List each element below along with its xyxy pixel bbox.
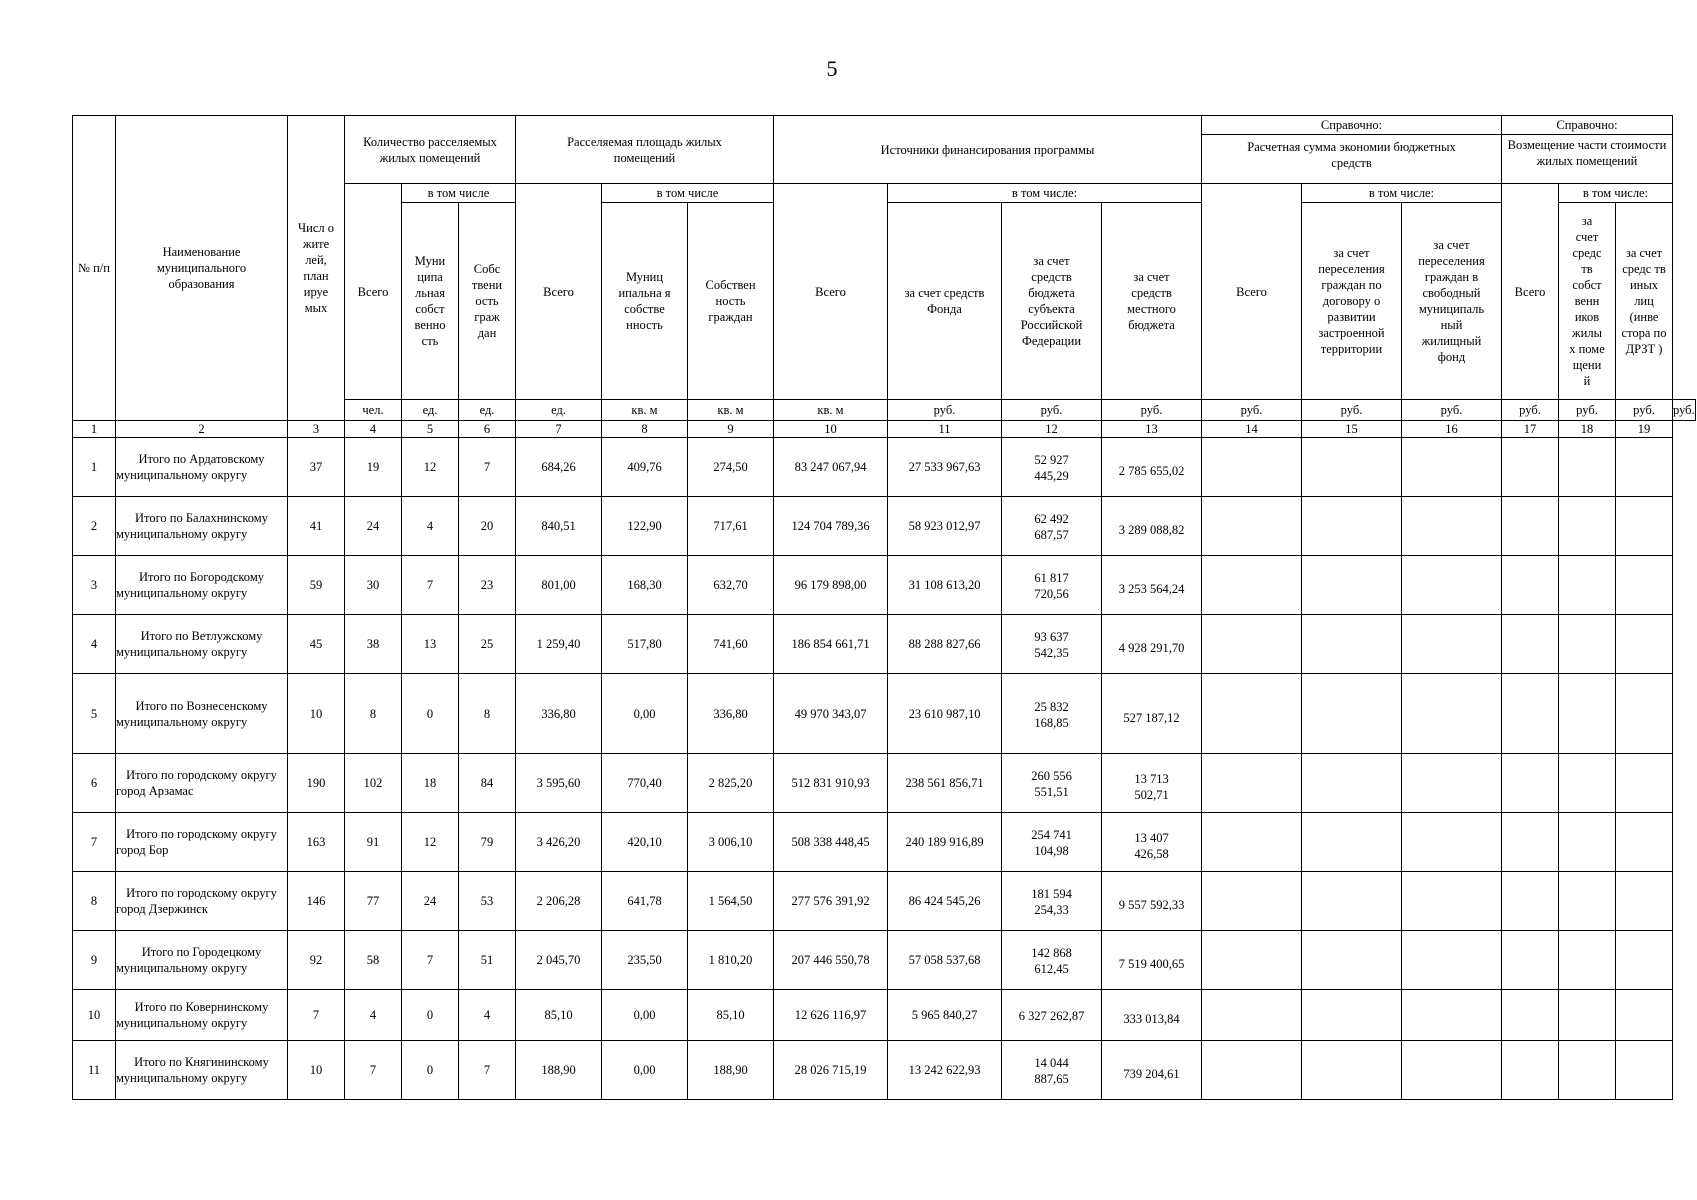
- fund-subject-cell: 254 741 104,98: [1002, 813, 1102, 872]
- count-private-cell: 8: [459, 674, 516, 754]
- fund-total-cell: 124 704 789,36: [774, 497, 888, 556]
- count-private-cell: 53: [459, 872, 516, 931]
- row-number: 1: [73, 438, 116, 497]
- table-body: [73, 438, 1696, 1100]
- empty-cell: [1559, 438, 1616, 497]
- header-sav-incl: в том числе:: [1302, 184, 1502, 203]
- empty-cell: [1202, 872, 1302, 931]
- fund-fund-cell: 88 288 827,66: [888, 615, 1002, 674]
- count-total-cell: 77: [345, 872, 402, 931]
- unit-cell: руб.: [1102, 400, 1202, 421]
- column-numbers-row: [73, 421, 1696, 438]
- empty-cell: [1302, 556, 1402, 615]
- fund-total-cell: 96 179 898,00: [774, 556, 888, 615]
- area-private-cell: 2 825,20: [688, 754, 774, 813]
- residents-cell: 37: [288, 438, 345, 497]
- residents-cell: 7: [288, 990, 345, 1041]
- residents-cell: 59: [288, 556, 345, 615]
- header-sav-total: Всего: [1202, 184, 1302, 400]
- fund-fund-cell: 86 424 545,26: [888, 872, 1002, 931]
- col-number: 6: [459, 421, 516, 438]
- count-private-cell: 84: [459, 754, 516, 813]
- count-private-cell: 4: [459, 990, 516, 1041]
- count-total-cell: 30: [345, 556, 402, 615]
- fund-local-cell: 333 013,84: [1102, 990, 1202, 1041]
- area-municipal-cell: 517,80: [602, 615, 688, 674]
- col-number: 18: [1559, 421, 1616, 438]
- count-municipal-cell: 18: [402, 754, 459, 813]
- area-total-cell: 801,00: [516, 556, 602, 615]
- empty-cell: [1559, 813, 1616, 872]
- fund-subject-cell: 6 327 262,87: [1002, 990, 1102, 1041]
- area-total-cell: 840,51: [516, 497, 602, 556]
- col-number: 3: [288, 421, 345, 438]
- fund-local-cell: 13 713 502,71: [1102, 754, 1202, 813]
- col-number: 15: [1302, 421, 1402, 438]
- area-total-cell: 2 045,70: [516, 931, 602, 990]
- count-private-cell: 20: [459, 497, 516, 556]
- municipality-name: Итого по Княгининскому муниципальному округу: [116, 1041, 288, 1100]
- count-total-cell: 7: [345, 1041, 402, 1100]
- col-number: 16: [1402, 421, 1502, 438]
- area-private-cell: 85,10: [688, 990, 774, 1041]
- residents-cell: 190: [288, 754, 345, 813]
- municipality-name: Итого по городскому округу город Бор: [116, 813, 288, 872]
- header-comp-owners: за счет средс тв собст венн иков жилы х поме щени й: [1559, 203, 1616, 400]
- area-private-cell: 741,60: [688, 615, 774, 674]
- residents-cell: 41: [288, 497, 345, 556]
- table-row: [73, 674, 1696, 754]
- count-municipal-cell: 4: [402, 497, 459, 556]
- header-sav-development: за счет переселения граждан по договору о развитии застроенной территории: [1302, 203, 1402, 400]
- empty-cell: [1302, 497, 1402, 556]
- fund-subject-cell: 14 044 887,65: [1002, 1041, 1102, 1100]
- empty-cell: [1616, 1041, 1673, 1100]
- fund-subject-cell: 181 594 254,33: [1002, 872, 1102, 931]
- empty-cell: [1502, 872, 1559, 931]
- empty-cell: [1502, 615, 1559, 674]
- unit-cell: руб.: [1002, 400, 1102, 421]
- count-total-cell: 38: [345, 615, 402, 674]
- row-number: 5: [73, 674, 116, 754]
- table-row: [73, 1041, 1696, 1100]
- col-number: 9: [688, 421, 774, 438]
- header-area-municipal: Муниц ипальна я собстве нность: [602, 203, 688, 400]
- header-row-1: [73, 116, 1696, 184]
- empty-cell: [1616, 931, 1673, 990]
- residents-cell: 146: [288, 872, 345, 931]
- fund-total-cell: 83 247 067,94: [774, 438, 888, 497]
- unit-cell: чел.: [345, 400, 402, 421]
- empty-cell: [1402, 615, 1502, 674]
- area-municipal-cell: 0,00: [602, 990, 688, 1041]
- empty-cell: [1402, 1041, 1502, 1100]
- empty-cell: [1502, 438, 1559, 497]
- header-area-private: Собствен ность граждан: [688, 203, 774, 400]
- area-private-cell: 3 006,10: [688, 813, 774, 872]
- area-total-cell: 85,10: [516, 990, 602, 1041]
- fund-total-cell: 12 626 116,97: [774, 990, 888, 1041]
- count-municipal-cell: 12: [402, 438, 459, 497]
- col-number: 10: [774, 421, 888, 438]
- empty-cell: [1202, 754, 1302, 813]
- unit-cell: руб.: [1559, 400, 1616, 421]
- empty-cell: [1559, 1041, 1616, 1100]
- area-private-cell: 336,80: [688, 674, 774, 754]
- empty-cell: [1559, 990, 1616, 1041]
- fund-fund-cell: 23 610 987,10: [888, 674, 1002, 754]
- header-area-group: Расселяемая площадь жилых помещений: [516, 116, 774, 184]
- empty-cell: [1502, 1041, 1559, 1100]
- header-count-municipal: Муни ципа льная собст венно сть: [402, 203, 459, 400]
- count-municipal-cell: 7: [402, 931, 459, 990]
- fund-total-cell: 512 831 910,93: [774, 754, 888, 813]
- col-number: 17: [1502, 421, 1559, 438]
- empty-cell: [1402, 754, 1502, 813]
- empty-cell: [1402, 556, 1502, 615]
- col-number: 11: [888, 421, 1002, 438]
- row-number: 8: [73, 872, 116, 931]
- row-number: 9: [73, 931, 116, 990]
- count-private-cell: 23: [459, 556, 516, 615]
- empty-cell: [1402, 438, 1502, 497]
- count-municipal-cell: 0: [402, 674, 459, 754]
- area-total-cell: 3 595,60: [516, 754, 602, 813]
- fund-local-cell: 9 557 592,33: [1102, 872, 1202, 931]
- unit-cell: руб.: [1616, 400, 1673, 421]
- count-total-cell: 19: [345, 438, 402, 497]
- unit-cell: руб.: [1202, 400, 1302, 421]
- residents-cell: 92: [288, 931, 345, 990]
- table-row: [73, 754, 1696, 813]
- fund-fund-cell: 27 533 967,63: [888, 438, 1002, 497]
- header-name: Наименование муниципального образования: [116, 116, 288, 421]
- municipality-name: Итого по Городецкому муниципальному округу: [116, 931, 288, 990]
- municipality-name: Итого по Вознесенскому муниципальному округу: [116, 674, 288, 754]
- col-number: 1: [73, 421, 116, 438]
- row-number: 3: [73, 556, 116, 615]
- resettlement-table: [72, 115, 1696, 1100]
- empty-cell: [1502, 497, 1559, 556]
- empty-cell: [1559, 931, 1616, 990]
- empty-cell: [1559, 556, 1616, 615]
- empty-cell: [1502, 556, 1559, 615]
- empty-cell: [1502, 813, 1559, 872]
- header-no: № п/п: [73, 116, 116, 421]
- table-row: [73, 872, 1696, 931]
- fund-local-cell: 4 928 291,70: [1102, 615, 1202, 674]
- row-number: 7: [73, 813, 116, 872]
- fund-local-cell: 3 289 088,82: [1102, 497, 1202, 556]
- empty-cell: [1559, 872, 1616, 931]
- count-total-cell: 102: [345, 754, 402, 813]
- header-sav-free: за счет переселения граждан в свободный муниципаль ный жилищный фонд: [1402, 203, 1502, 400]
- fund-local-cell: 3 253 564,24: [1102, 556, 1202, 615]
- count-municipal-cell: 0: [402, 1041, 459, 1100]
- header-comp-others: за счет средс тв иных лиц (инве стора по ДРЗТ ): [1616, 203, 1673, 400]
- header-fund-total: Всего: [774, 184, 888, 400]
- empty-cell: [1616, 674, 1673, 754]
- residents-cell: 10: [288, 1041, 345, 1100]
- count-municipal-cell: 24: [402, 872, 459, 931]
- table-row: [73, 497, 1696, 556]
- empty-cell: [1302, 674, 1402, 754]
- empty-cell: [1402, 990, 1502, 1041]
- count-private-cell: 7: [459, 1041, 516, 1100]
- table-row: [73, 438, 1696, 497]
- unit-cell: руб.: [1673, 400, 1696, 421]
- fund-local-cell: 13 407 426,58: [1102, 813, 1202, 872]
- area-total-cell: 2 206,28: [516, 872, 602, 931]
- unit-cell: кв. м: [688, 400, 774, 421]
- fund-fund-cell: 31 108 613,20: [888, 556, 1002, 615]
- empty-cell: [1202, 497, 1302, 556]
- municipality-name: Итого по Балахнинскому муниципальному округу: [116, 497, 288, 556]
- count-private-cell: 7: [459, 438, 516, 497]
- fund-local-cell: 7 519 400,65: [1102, 931, 1202, 990]
- area-total-cell: 3 426,20: [516, 813, 602, 872]
- area-private-cell: 188,90: [688, 1041, 774, 1100]
- municipality-name: Итого по Ветлужскому муниципальному округу: [116, 615, 288, 674]
- area-private-cell: 1 810,20: [688, 931, 774, 990]
- empty-cell: [1302, 438, 1402, 497]
- residents-cell: 10: [288, 674, 345, 754]
- empty-cell: [1302, 872, 1402, 931]
- municipality-name: Итого по Ковернинскому муниципальному округу: [116, 990, 288, 1041]
- residents-cell: 163: [288, 813, 345, 872]
- table-row: [73, 931, 1696, 990]
- empty-cell: [1202, 1041, 1302, 1100]
- count-total-cell: 4: [345, 990, 402, 1041]
- empty-cell: [1202, 813, 1302, 872]
- area-private-cell: 1 564,50: [688, 872, 774, 931]
- area-municipal-cell: 770,40: [602, 754, 688, 813]
- fund-fund-cell: 13 242 622,93: [888, 1041, 1002, 1100]
- fund-total-cell: 28 026 715,19: [774, 1041, 888, 1100]
- row-number: 11: [73, 1041, 116, 1100]
- empty-cell: [1616, 497, 1673, 556]
- empty-cell: [1616, 615, 1673, 674]
- header-comp-total: Всего: [1502, 184, 1559, 400]
- fund-local-cell: 527 187,12: [1102, 674, 1202, 754]
- fund-total-cell: 207 446 550,78: [774, 931, 888, 990]
- count-municipal-cell: 13: [402, 615, 459, 674]
- fund-subject-cell: 25 832 168,85: [1002, 674, 1102, 754]
- col-number: 2: [116, 421, 288, 438]
- empty-cell: [1302, 615, 1402, 674]
- header-count-total: Всего: [345, 184, 402, 400]
- header-fund-local: за счет средств местного бюджета: [1102, 203, 1202, 400]
- empty-cell: [1616, 872, 1673, 931]
- header-count-private: Собс твени ость граж дан: [459, 203, 516, 400]
- area-municipal-cell: 168,30: [602, 556, 688, 615]
- page-number: 5: [826, 56, 838, 81]
- area-municipal-cell: 0,00: [602, 674, 688, 754]
- header-savings-group: [1202, 116, 1502, 184]
- area-total-cell: 1 259,40: [516, 615, 602, 674]
- empty-cell: [1302, 931, 1402, 990]
- empty-cell: [1402, 813, 1502, 872]
- empty-cell: [1302, 1041, 1402, 1100]
- empty-cell: [1202, 990, 1302, 1041]
- fund-fund-cell: 240 189 916,89: [888, 813, 1002, 872]
- count-total-cell: 8: [345, 674, 402, 754]
- row-number: 10: [73, 990, 116, 1041]
- residents-cell: 45: [288, 615, 345, 674]
- header-fund-incl: в том числе:: [888, 184, 1202, 203]
- header-comp-incl: в том числе:: [1559, 184, 1673, 203]
- empty-cell: [1616, 754, 1673, 813]
- fund-subject-cell: 93 637 542,35: [1002, 615, 1102, 674]
- col-number: 19: [1616, 421, 1673, 438]
- fund-subject-cell: 61 817 720,56: [1002, 556, 1102, 615]
- table-row: [73, 556, 1696, 615]
- empty-cell: [1616, 813, 1673, 872]
- unit-cell: руб.: [1302, 400, 1402, 421]
- empty-cell: [1559, 497, 1616, 556]
- ref-label-1: Справочно:: [1202, 116, 1501, 135]
- unit-cell: ед.: [516, 400, 602, 421]
- empty-cell: [1202, 556, 1302, 615]
- area-municipal-cell: 122,90: [602, 497, 688, 556]
- empty-cell: [1616, 990, 1673, 1041]
- municipality-name: Итого по Богородскому муниципальному округу: [116, 556, 288, 615]
- area-private-cell: 717,61: [688, 497, 774, 556]
- col-number: 13: [1102, 421, 1202, 438]
- header-count-incl: в том числе: [402, 184, 516, 203]
- count-municipal-cell: 7: [402, 556, 459, 615]
- area-total-cell: 336,80: [516, 674, 602, 754]
- col-number: 12: [1002, 421, 1102, 438]
- col-number: 7: [516, 421, 602, 438]
- fund-total-cell: 508 338 448,45: [774, 813, 888, 872]
- fund-subject-cell: 52 927 445,29: [1002, 438, 1102, 497]
- unit-cell: ед.: [459, 400, 516, 421]
- count-private-cell: 79: [459, 813, 516, 872]
- empty-cell: [1402, 872, 1502, 931]
- unit-cell: руб.: [1402, 400, 1502, 421]
- header-compensation-group: [1502, 116, 1673, 184]
- col-number: 8: [602, 421, 688, 438]
- empty-cell: [1202, 931, 1302, 990]
- ref-label-2: Справочно:: [1502, 116, 1672, 135]
- empty-cell: [1402, 931, 1502, 990]
- unit-cell: ед.: [402, 400, 459, 421]
- header-funding-group: Источники финансирования программы: [774, 116, 1202, 184]
- empty-cell: [1559, 674, 1616, 754]
- col-number: 5: [402, 421, 459, 438]
- area-total-cell: 188,90: [516, 1041, 602, 1100]
- area-private-cell: 632,70: [688, 556, 774, 615]
- fund-total-cell: 186 854 661,71: [774, 615, 888, 674]
- area-municipal-cell: 641,78: [602, 872, 688, 931]
- area-municipal-cell: 420,10: [602, 813, 688, 872]
- empty-cell: [1202, 438, 1302, 497]
- unit-cell: руб.: [1502, 400, 1559, 421]
- unit-cell: кв. м: [774, 400, 888, 421]
- fund-fund-cell: 57 058 537,68: [888, 931, 1002, 990]
- area-municipal-cell: 235,50: [602, 931, 688, 990]
- empty-cell: [1616, 556, 1673, 615]
- row-number: 6: [73, 754, 116, 813]
- fund-total-cell: 277 576 391,92: [774, 872, 888, 931]
- table-row: [73, 990, 1696, 1041]
- count-municipal-cell: 0: [402, 990, 459, 1041]
- row-number: 2: [73, 497, 116, 556]
- empty-cell: [1402, 497, 1502, 556]
- empty-cell: [1502, 931, 1559, 990]
- area-total-cell: 684,26: [516, 438, 602, 497]
- empty-cell: [1302, 754, 1402, 813]
- header-residents: Числ о жите лей, план ируе мых: [288, 116, 345, 421]
- table-row: [73, 813, 1696, 872]
- unit-cell: кв. м: [602, 400, 688, 421]
- empty-cell: [1559, 754, 1616, 813]
- municipality-name: Итого по городскому округу город Арзамас: [116, 754, 288, 813]
- count-private-cell: 51: [459, 931, 516, 990]
- savings-label: Расчетная сумма экономии бюджетных средств: [1247, 140, 1456, 170]
- municipality-name: Итого по городскому округу город Дзержинск: [116, 872, 288, 931]
- fund-subject-cell: 142 868 612,45: [1002, 931, 1102, 990]
- empty-cell: [1302, 990, 1402, 1041]
- count-total-cell: 58: [345, 931, 402, 990]
- row-number: 4: [73, 615, 116, 674]
- empty-cell: [1202, 674, 1302, 754]
- fund-fund-cell: 238 561 856,71: [888, 754, 1002, 813]
- count-total-cell: 24: [345, 497, 402, 556]
- empty-cell: [1559, 615, 1616, 674]
- compensation-label: Возмещение части стоимости жилых помещений: [1507, 138, 1667, 168]
- fund-fund-cell: 58 923 012,97: [888, 497, 1002, 556]
- fund-fund-cell: 5 965 840,27: [888, 990, 1002, 1041]
- area-municipal-cell: 0,00: [602, 1041, 688, 1100]
- header-fund-subject: за счет средств бюджета субъекта Российской Федерации: [1002, 203, 1102, 400]
- empty-cell: [1616, 438, 1673, 497]
- count-municipal-cell: 12: [402, 813, 459, 872]
- col-number: 4: [345, 421, 402, 438]
- header-area-total: Всего: [516, 184, 602, 400]
- area-private-cell: 274,50: [688, 438, 774, 497]
- empty-cell: [1202, 615, 1302, 674]
- empty-cell: [1502, 990, 1559, 1041]
- col-number: 14: [1202, 421, 1302, 438]
- empty-cell: [1302, 813, 1402, 872]
- fund-total-cell: 49 970 343,07: [774, 674, 888, 754]
- header-area-incl: в том числе: [602, 184, 774, 203]
- fund-subject-cell: 62 492 687,57: [1002, 497, 1102, 556]
- fund-local-cell: 739 204,61: [1102, 1041, 1202, 1100]
- empty-cell: [1502, 754, 1559, 813]
- header-count-group: Количество расселяемых жилых помещений: [345, 116, 516, 184]
- table-row: [73, 615, 1696, 674]
- fund-subject-cell: 260 556 551,51: [1002, 754, 1102, 813]
- empty-cell: [1402, 674, 1502, 754]
- count-private-cell: 25: [459, 615, 516, 674]
- empty-cell: [1502, 674, 1559, 754]
- area-municipal-cell: 409,76: [602, 438, 688, 497]
- municipality-name: Итого по Ардатовскому муниципальному округу: [116, 438, 288, 497]
- header-fund-fund: за счет средств Фонда: [888, 203, 1002, 400]
- fund-local-cell: 2 785 655,02: [1102, 438, 1202, 497]
- count-total-cell: 91: [345, 813, 402, 872]
- unit-cell: руб.: [888, 400, 1002, 421]
